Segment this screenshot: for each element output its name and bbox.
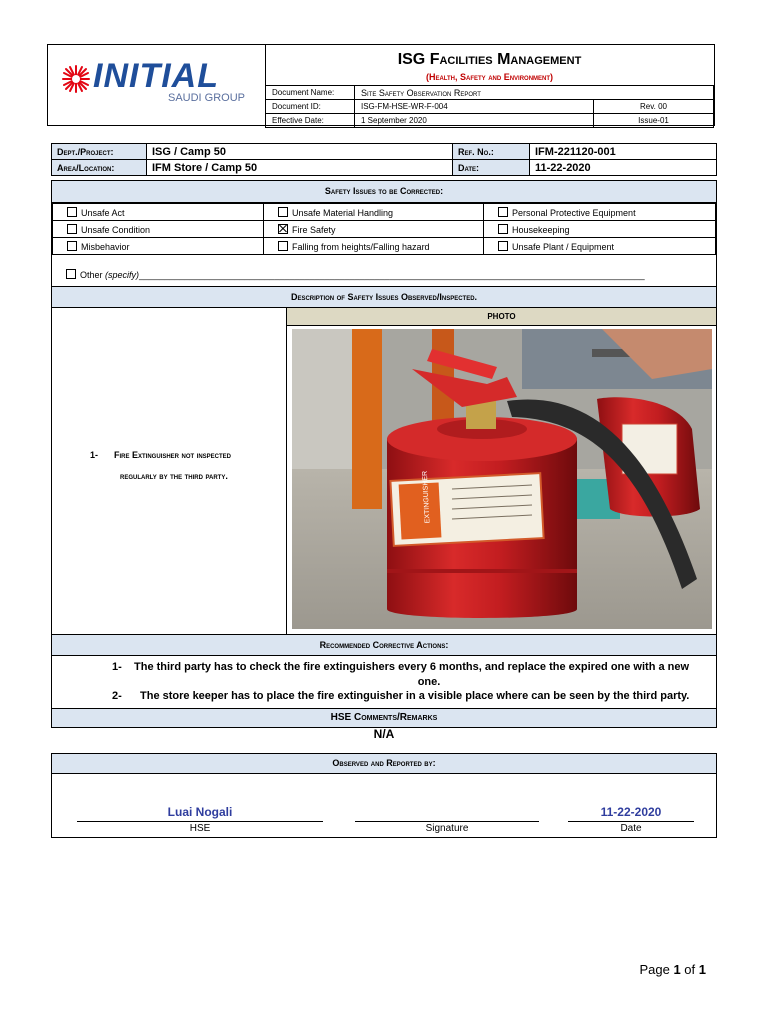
checkbox-icon[interactable] — [67, 224, 77, 234]
initial-logo-star-icon — [61, 64, 91, 94]
ref-value: IFM-221120-001 — [530, 144, 717, 160]
ref-label: Ref. No.: — [453, 144, 530, 160]
meta-label: Effective Date: — [266, 114, 355, 128]
corrective-item-1-line-2: one. — [417, 676, 441, 688]
date-value: 11-22-2020 — [530, 160, 717, 176]
page-number: 1 — [673, 962, 681, 977]
observer-name: Luai Nogali — [167, 805, 233, 819]
issue-unsafe-material-handling[interactable]: Unsafe Material Handling — [264, 204, 484, 221]
meta-value: Site Safety Observation Report — [355, 86, 714, 100]
checkbox-icon[interactable] — [278, 241, 288, 251]
issues-row — [53, 204, 716, 221]
date-caption: Date — [620, 823, 642, 834]
description-line-1: Fire Extinguisher not inspected — [114, 450, 232, 460]
area-value: IFM Store / Camp 50 — [147, 160, 453, 176]
meta-extra: Rev. 00 — [594, 100, 714, 114]
description-heading: Description of Safety Issues Observed/Inspected. — [52, 286, 716, 308]
date-line — [568, 821, 694, 822]
page-total: 1 — [698, 962, 706, 977]
project-info-table — [51, 143, 717, 176]
checkbox-icon[interactable] — [66, 269, 76, 279]
checkbox-icon[interactable] — [498, 224, 508, 234]
meta-value: 1 September 2020 — [355, 114, 594, 128]
safety-issues-grid — [52, 203, 716, 255]
dept-label: Dept./Project: — [52, 144, 147, 160]
other-line[interactable]: _____________________________________________________________________________________________________ — [139, 270, 645, 280]
corrective-item-2-line-1: The store keeper has to place the fire extinguisher in a visible place where can be seen by the third party. — [140, 690, 690, 702]
meta-row — [266, 86, 714, 100]
meta-row — [266, 100, 714, 114]
observed-heading: Observed and Reported by: — [52, 754, 716, 774]
fire-extinguisher-illustration — [292, 329, 712, 629]
description-line-2: regularly by the third party. — [120, 471, 228, 481]
name-caption: HSE — [189, 823, 211, 834]
hse-comments-heading: HSE Comments/Remarks — [52, 708, 716, 727]
observed-date: 11-22-2020 — [600, 805, 662, 819]
checkbox-icon[interactable] — [498, 207, 508, 217]
issue-unsafe-plant[interactable]: Unsafe Plant / Equipment — [484, 238, 716, 255]
hse-comments-value: N/A — [373, 727, 395, 741]
corrective-item-number: 1- — [112, 661, 122, 673]
issues-row — [53, 238, 716, 255]
photo-heading: PHOTO — [287, 308, 716, 326]
checkbox-icon[interactable] — [67, 207, 77, 217]
extinguisher-label-text: EXTINGUISHER — [421, 470, 432, 524]
meta-label: Document ID: — [266, 100, 355, 114]
issue-unsafe-act[interactable]: Unsafe Act — [53, 204, 264, 221]
issue-falling-hazard[interactable]: Falling from heights/Falling hazard — [264, 238, 484, 255]
issue-unsafe-condition[interactable]: Unsafe Condition — [53, 221, 264, 238]
meta-label: Document Name: — [266, 86, 355, 100]
description-item-number: 1- — [90, 450, 99, 460]
issue-other[interactable]: Other (specify)_____________________________________________________________________________________________________ — [66, 269, 645, 280]
meta-extra: Issue-01 — [594, 114, 714, 128]
issue-misbehavior[interactable]: Misbehavior — [53, 238, 264, 255]
issue-fire-safety[interactable]: Fire Safety — [264, 221, 484, 238]
header-title: ISG Facilities Management — [397, 51, 582, 68]
page-word: Page — [639, 962, 670, 977]
issue-housekeeping[interactable]: Housekeeping — [484, 221, 716, 238]
logo-subtext: SAUDI GROUP — [168, 92, 246, 104]
header-info — [265, 45, 714, 125]
dept-value: ISG / Camp 50 — [147, 144, 453, 160]
observed-by-section — [51, 753, 717, 838]
area-label: Area/Location: — [52, 160, 147, 176]
observation-form — [51, 180, 717, 728]
logo-text: INITIAL — [93, 57, 219, 95]
corrective-heading: Recommended Corrective Actions: — [52, 634, 716, 656]
checked-checkbox-icon[interactable] — [278, 224, 288, 234]
signature-caption: Signature — [425, 823, 469, 834]
project-row — [52, 160, 717, 176]
description-text-cell — [52, 308, 287, 634]
checkbox-icon[interactable] — [498, 241, 508, 251]
date-label: Date: — [453, 160, 530, 176]
corrective-actions — [52, 656, 716, 708]
name-line — [77, 821, 323, 822]
header-subtitle: (Health, Safety and Environment) — [425, 72, 554, 82]
meta-value: ISG-FM-HSE-WR-F-004 — [355, 100, 594, 114]
of-word: of — [684, 962, 696, 977]
page-footer — [639, 962, 706, 977]
logo-cell — [48, 45, 266, 125]
signature-line[interactable] — [355, 821, 539, 822]
corrective-item-number: 2- — [112, 690, 122, 702]
checkbox-icon[interactable] — [278, 207, 288, 217]
safety-issues-heading: Safety Issues to be Corrected: — [52, 181, 716, 203]
issues-row — [53, 221, 716, 238]
corrective-item-1-line-1: The third party has to check the fire extinguishers every 6 months, and replace the expired one with a new — [134, 661, 690, 673]
document-header — [47, 44, 715, 126]
meta-row — [266, 114, 714, 128]
other-specify: (specify) — [105, 270, 140, 280]
fire-extinguisher-photo — [292, 329, 712, 629]
issue-ppe[interactable]: Personal Protective Equipment — [484, 204, 716, 221]
project-row — [52, 144, 717, 160]
checkbox-icon[interactable] — [67, 241, 77, 251]
document-meta-table — [265, 85, 714, 128]
